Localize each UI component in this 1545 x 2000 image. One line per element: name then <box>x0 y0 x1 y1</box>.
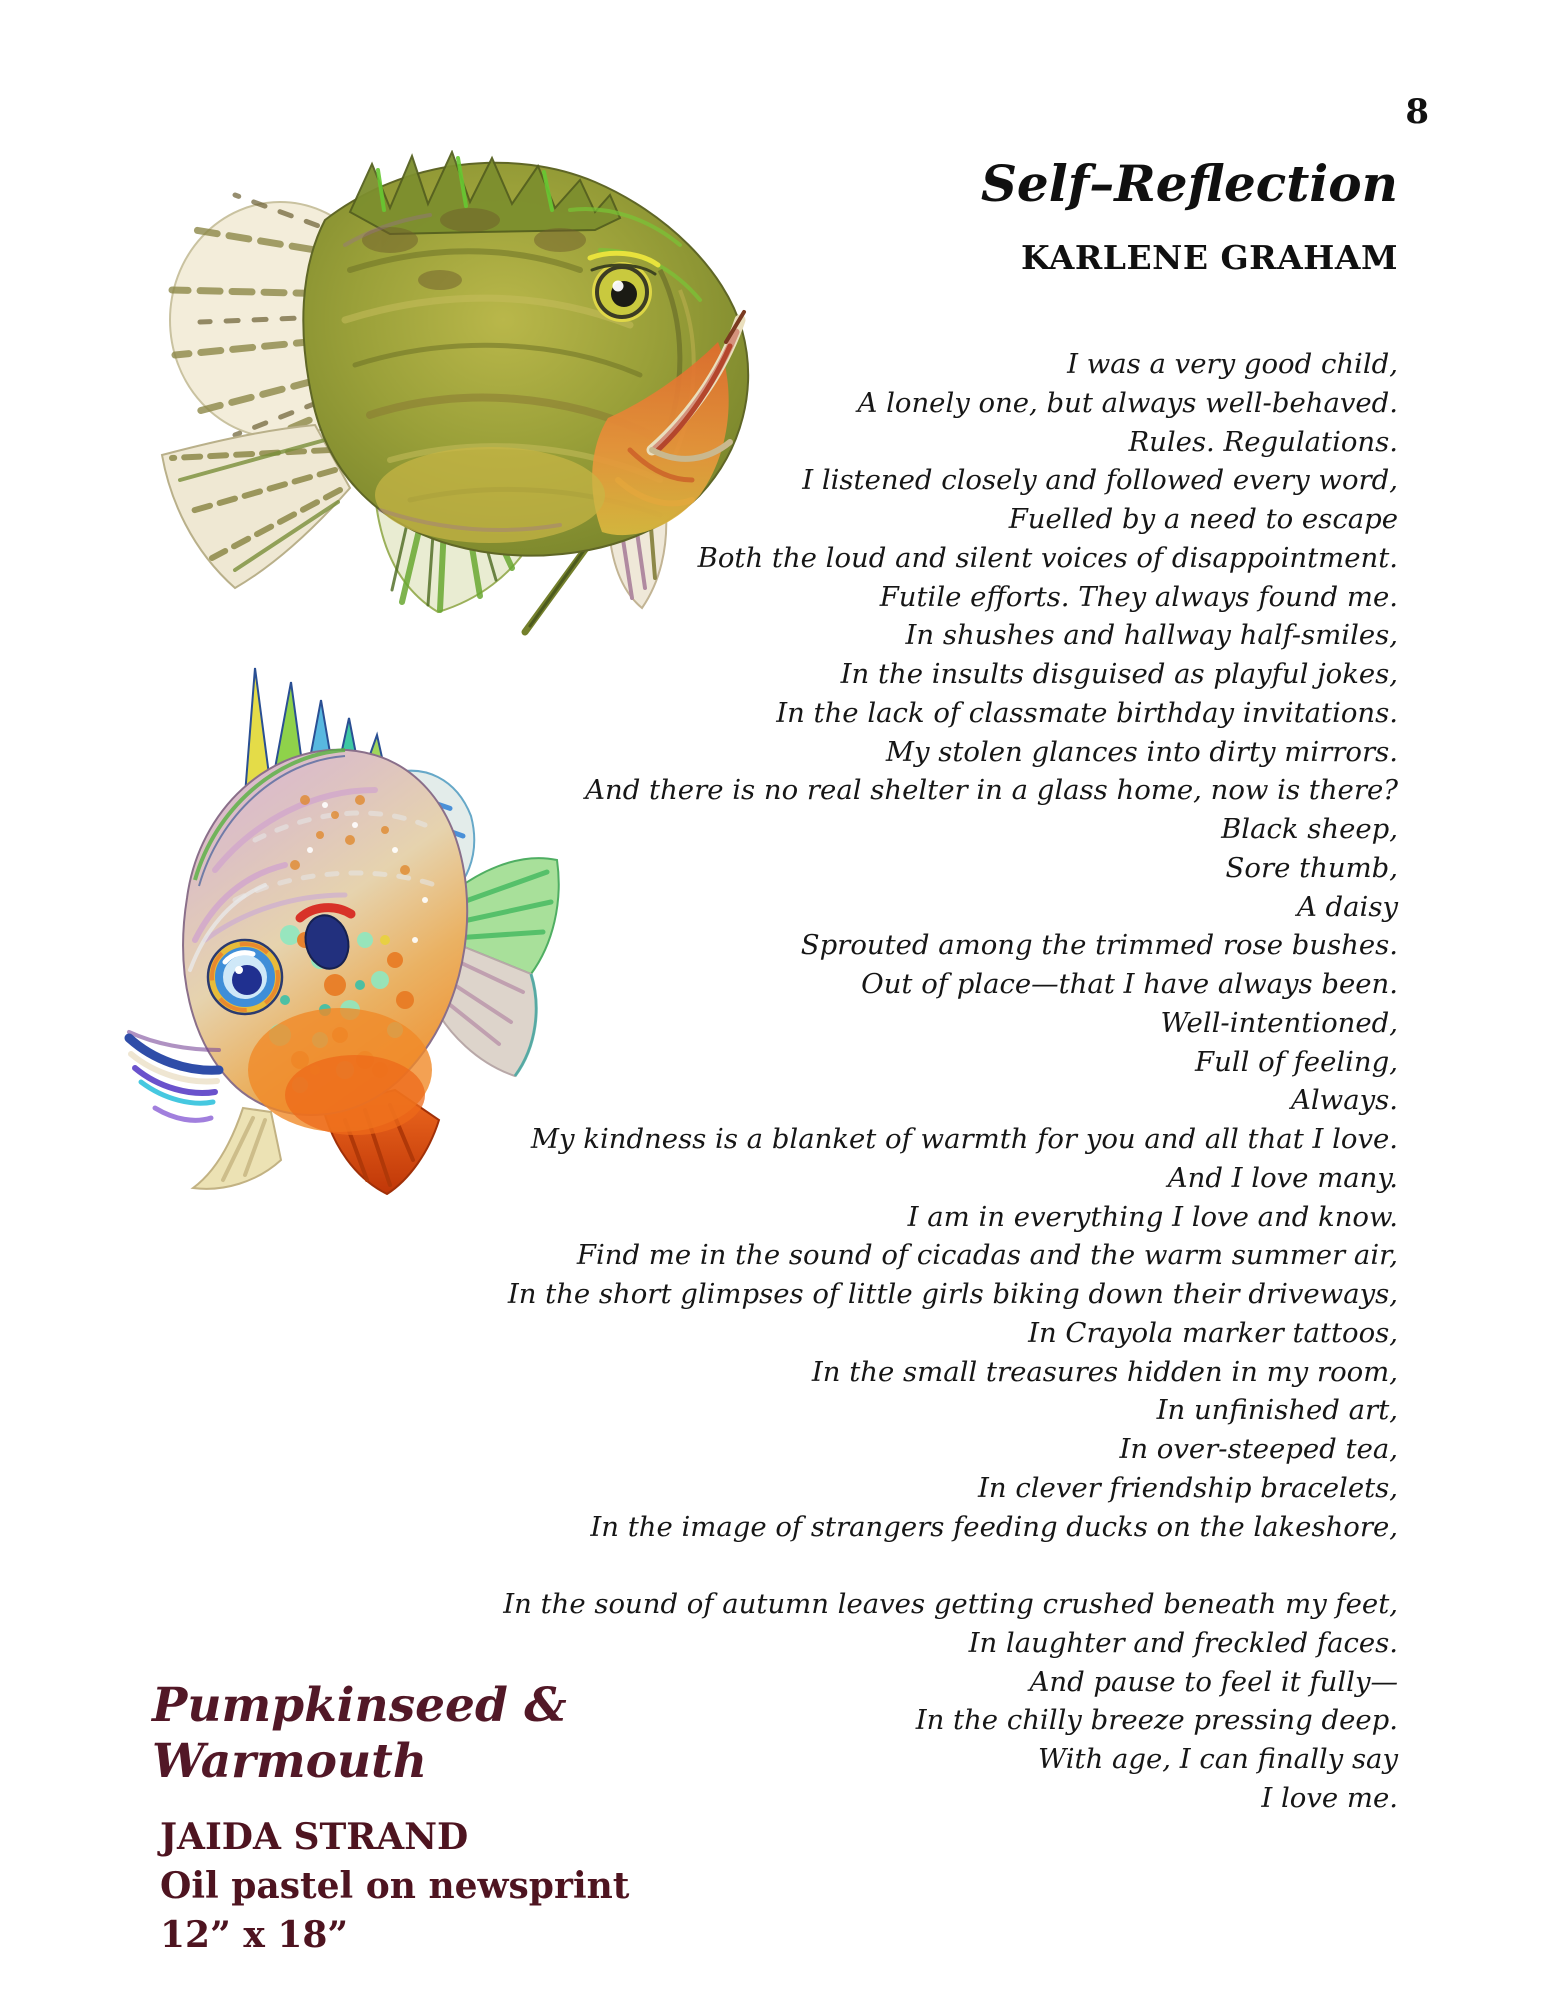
poem-line: My kindness is a blanket of warmth for you and all that I love. <box>530 1123 1398 1155</box>
poem-line: Find me in the sound of cicadas and the warm summer air, <box>576 1239 1398 1272</box>
poem-line: I love me. <box>1261 1781 1398 1814</box>
artwork-caption <box>152 1678 852 1960</box>
poem-line: Both the loud and silent voices of disappointment. <box>697 541 1398 574</box>
poem-title: Self–Reflection <box>980 154 1398 213</box>
poem-line: And I love many. <box>1167 1161 1398 1194</box>
poem-body <box>348 345 1398 1818</box>
poem-line: I was a very good child, <box>1067 348 1398 380</box>
poem-line: Full of feeling, <box>1195 1045 1398 1078</box>
poem-line: In laughter and freckled faces. <box>968 1626 1398 1659</box>
poem-line: In the chilly breeze pressing deep. <box>915 1704 1398 1737</box>
poem-author: KARLENE GRAHAM <box>1020 238 1398 277</box>
artwork-dimensions: 12” x 18” <box>160 1914 349 1956</box>
poem-line: Sprouted among the trimmed rose bushes. <box>800 929 1398 962</box>
poem-line: In the lack of classmate birthday invitations. <box>776 696 1398 729</box>
poem-line: I am in everything I love and know. <box>907 1200 1398 1233</box>
poem-line: In Crayola marker tattoos, <box>1028 1316 1398 1349</box>
artwork-title: Pumpkinseed & Warmouth <box>152 1678 567 1789</box>
poem-line: In the insults disguised as playful jokes, <box>840 658 1398 690</box>
poem-line: In shushes and hallway half-smiles, <box>905 619 1398 652</box>
poem-line: In the sound of autumn leaves getting crushed beneath my feet, <box>503 1588 1398 1620</box>
poem-line: And there is no real shelter in a glass home, now is there? <box>585 774 1398 807</box>
poem-line: Fuelled by a need to escape <box>1008 503 1398 535</box>
poem-header <box>398 154 1398 278</box>
artwork-medium: Oil pastel on newsprint <box>160 1865 630 1907</box>
poem-line: In clever friendship bracelets, <box>978 1471 1398 1504</box>
poem-line: In unfinished art, <box>1156 1394 1398 1427</box>
poem-line-blank <box>348 1546 1398 1585</box>
poem-line: With age, I can finally say <box>1037 1743 1398 1775</box>
poem-line: Always. <box>1291 1084 1398 1117</box>
poem-line: Futile efforts. They always found me. <box>879 580 1398 613</box>
poem-line: In the small treasures hidden in my room, <box>811 1355 1398 1388</box>
poem-line: My stolen glances into dirty mirrors. <box>885 735 1398 768</box>
poem-line: I listened closely and followed every word, <box>802 464 1398 497</box>
artwork-credit-block <box>152 1813 852 1960</box>
poem-line: A daisy <box>1296 890 1398 923</box>
poem-line: In the short glimpses of little girls biking down their driveways, <box>507 1278 1398 1310</box>
poem-line: Sore thumb, <box>1225 851 1398 884</box>
poem-line: Out of place—that I have always been. <box>861 968 1398 1000</box>
poem-line: And pause to feel it fully— <box>1029 1665 1398 1698</box>
artwork-artist: JAIDA STRAND <box>160 1816 469 1858</box>
poem-line: Well-intentioned, <box>1160 1006 1398 1039</box>
poem-line: In over-steeped tea, <box>1119 1433 1398 1465</box>
page-number: 8 <box>1405 92 1429 132</box>
poem-line: Black sheep, <box>1221 813 1398 845</box>
poem-line: Rules. Regulations. <box>1128 425 1398 458</box>
poem-line: A lonely one, but always well-behaved. <box>857 386 1398 419</box>
poem-line: In the image of strangers feeding ducks on the lakeshore, <box>590 1510 1398 1543</box>
